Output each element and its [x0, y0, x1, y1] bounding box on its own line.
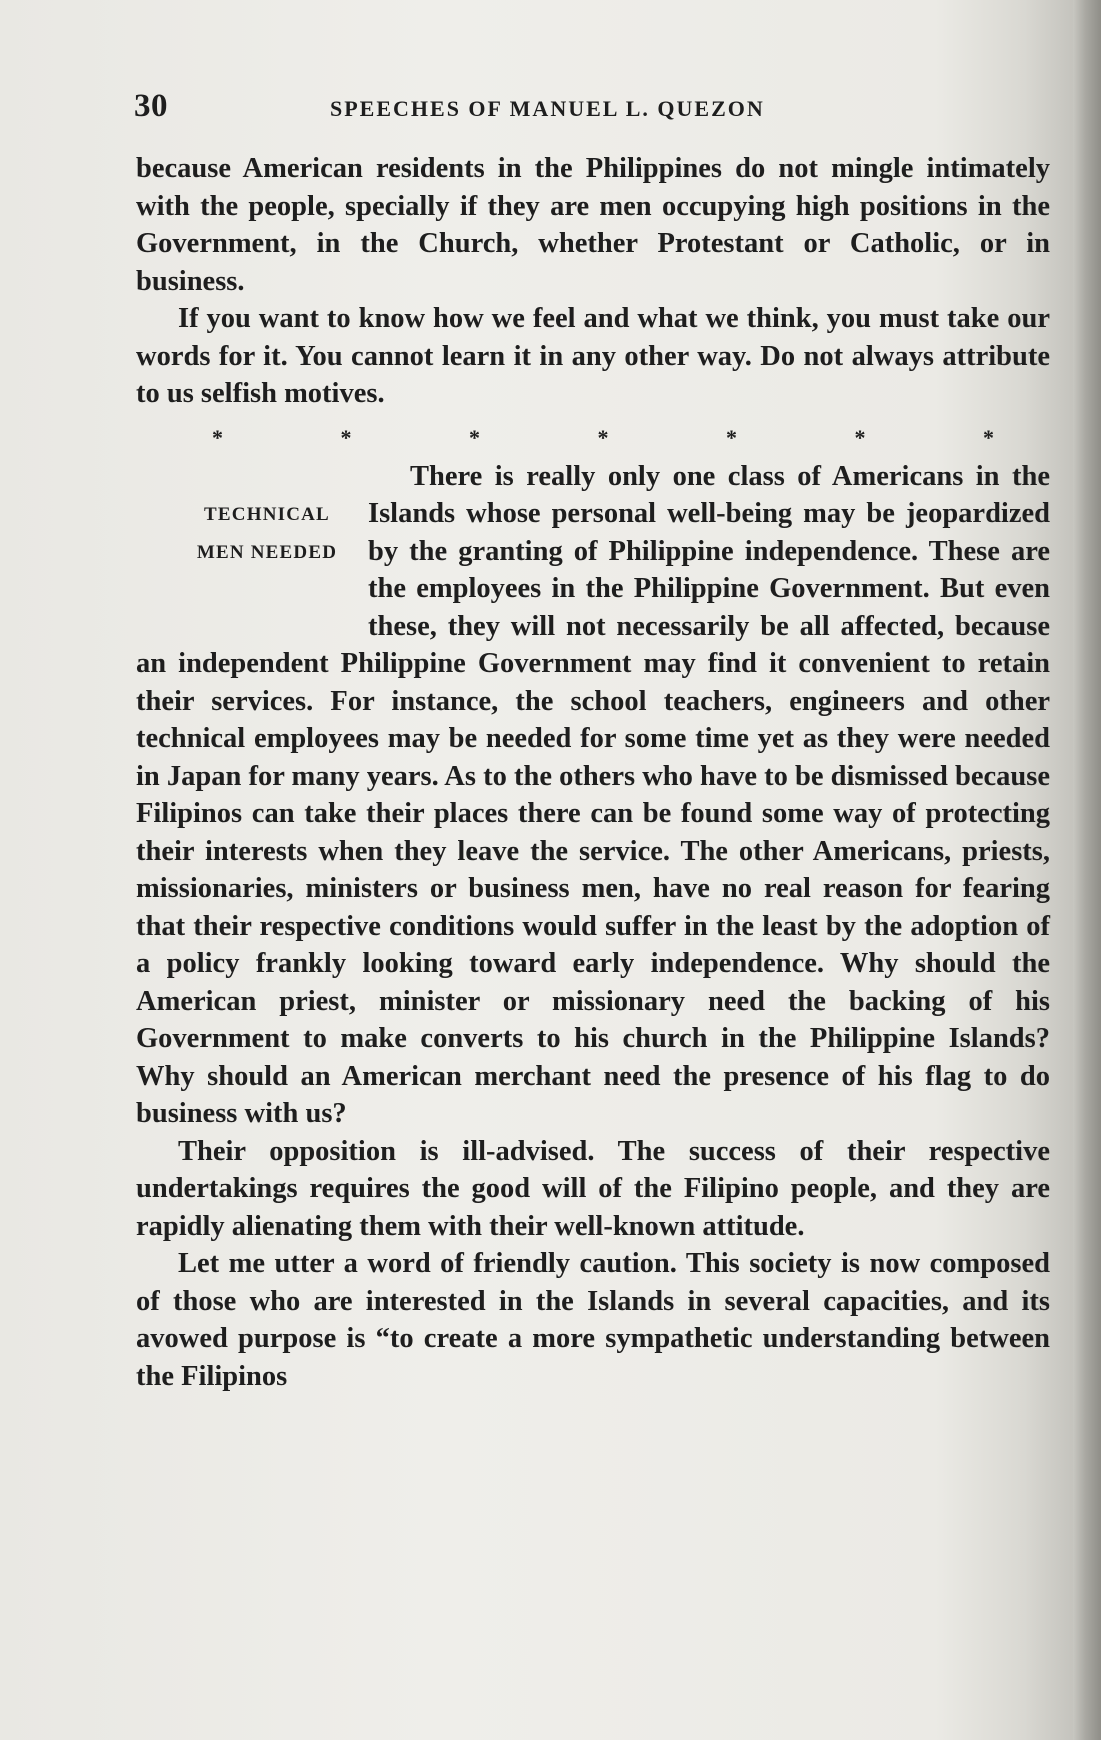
book-spine-shadow: [1073, 0, 1101, 1740]
separator-star: *: [469, 424, 480, 450]
separator-star: *: [726, 424, 737, 450]
separator-star: *: [340, 424, 352, 450]
running-title: SPEECHES OF MANUEL L. QUEZON: [330, 96, 765, 121]
separator-star: *: [212, 424, 223, 450]
margin-sidenote: [136, 462, 356, 612]
section-separator: [136, 418, 1050, 458]
separator-star: *: [597, 424, 609, 450]
paragraph-technical-text: There is really only one class of Americans in the Islands whose personal well-being may be jeopardized by the granting of Philippine independence. These are the employees in the Philippine Government. But even these, they will not necessarily be all affected, because an independent Philippine Government may find it convenient to retain their services. For instance, the school teachers, engineers and other technical employees may be needed for some time yet as they were needed in Japan for many years. As to the others who have to be dismissed because Filipinos can take their places there can be found some way of protecting their interests when they leave the service. The other Americans, priests, missionaries, ministers or business men, have no real reason for fearing that their respective conditions would suffer in the least by the adoption of a policy frankly looking toward early independence. Why should the American priest, minister or missionary need the backing of his Government to make converts to his church in the Philippine Islands? Why should an American merchant need the presence of his flag to do business with us?: [136, 460, 1050, 1129]
paragraph-continuation: because American residents in the Philippines do not mingle intimately with the people, specially if they are men occupying high positions in the Government, in the Church, whether Protestant or Catholic, or in business.: [136, 153, 1050, 297]
page-body: [136, 150, 1050, 1395]
sidenote-line-1: TECHNICAL: [204, 503, 330, 525]
sidenote-line-2: MEN NEEDED: [196, 541, 338, 563]
page-header: [134, 88, 1054, 128]
separator-star: *: [854, 424, 866, 450]
separator-star: *: [983, 424, 994, 450]
page-number: 30: [134, 88, 168, 124]
paragraph-feelings: If you want to know how we feel and what we think, you must take our words for it. You cannot learn it in any other way. Do not always attribute to us selfish motives.: [136, 303, 1050, 409]
paragraph-caution: Let me utter a word of friendly caution. This society is now composed of those who are interested in the Islands in several capacities, and its avowed purpose is “to create a more sympathetic understanding between the Filipinos: [136, 1248, 1050, 1392]
paragraph-opposition: Their opposition is ill-advised. The success of their respective undertakings requires the good will of the Filipino people, and they are rapidly alienating them with their well-known attitude.: [136, 1135, 1050, 1242]
paragraph-technical-men: [136, 458, 1050, 1133]
